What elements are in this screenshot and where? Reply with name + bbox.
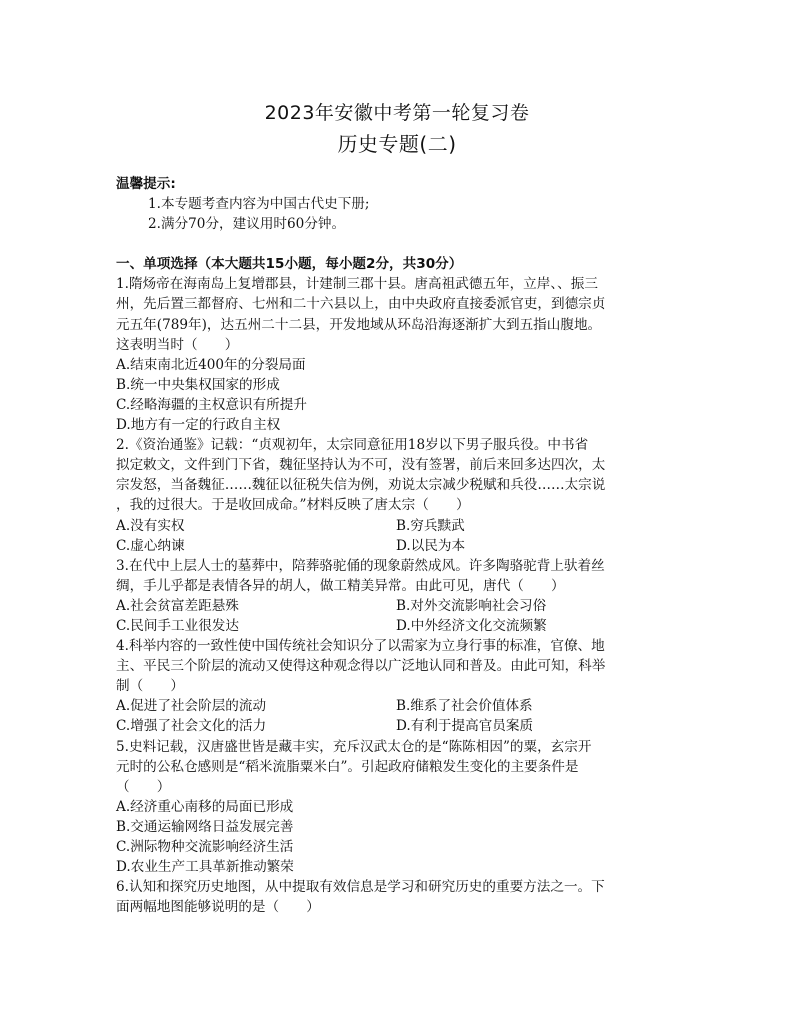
option-d: D.农业生产工具革新推动繁荣 (116, 859, 294, 876)
question-stem-line: 2.《资治通鉴》记载：“贞观初年，太宗同意征用18岁以下男子服兵役。中书省 (116, 437, 589, 454)
option-b: B.穷兵黩武 (396, 517, 465, 534)
option-c: C.虚心纳谏 (116, 537, 185, 554)
tip-item: 2.满分70分，建议用时60分钟。 (148, 216, 346, 233)
option-a: A.社会贫富差距悬殊 (116, 597, 239, 614)
question-3 (116, 556, 682, 636)
question-stem-line: 元五年(789年)，达五州二十二县，开发地域从环岛沿海逐渐扩大到五指山腹地。 (116, 316, 602, 333)
question-stem-line: 6.认知和探究历史地图，从中提取有效信息是学习和研究历史的重要方法之一。下 (116, 879, 605, 896)
tip-item: 1.本专题考查内容为中国古代史下册; (148, 196, 370, 213)
question-stem-line: 州，先后置三都督府、七州和二十六县以上，由中央政府直接委派官吏，到德宗贞 (116, 296, 606, 313)
question-4 (116, 636, 682, 736)
question-5 (116, 737, 682, 878)
option-b: B.交通运输网络日益发展完善 (116, 818, 294, 835)
question-2 (116, 435, 682, 556)
option-d: D.有利于提高官员案质 (396, 718, 534, 735)
section-heading: 一、单项选择（本大题共15小题，每小题2分，共30分） (116, 256, 463, 273)
question-stem-line: 制（ ） (116, 678, 184, 695)
option-d: D.地方有一定的行政自主权 (116, 417, 281, 434)
option-b: B.维系了社会价值体系 (396, 698, 533, 715)
option-row (116, 716, 682, 736)
option-a: A.没有实权 (116, 517, 185, 534)
option-a: A.结束南北近400年的分裂局面 (116, 356, 306, 373)
question-stem-line: 1.隋炀帝在海南岛上复增郡县，计建制三郡十县。唐高祖武德五年，立岸、、振三 (116, 276, 598, 293)
tips-heading: 温馨提示: (116, 176, 176, 192)
option-row (116, 696, 682, 716)
question-stem-line: 这表明当时（ ） (116, 336, 239, 353)
option-b: B.统一中央集权国家的形成 (116, 376, 280, 393)
page-title: 2023年安徽中考第一轮复习卷 (264, 102, 530, 124)
option-a: A.经济重心南移的局面已形成 (116, 798, 294, 815)
option-c: C.民间手工业很发达 (116, 617, 239, 634)
question-stem-line: 宗发怒，当备魏征……魏征以征税失信为例，劝说太宗减少税赋和兵役……太宗说 (116, 477, 606, 494)
option-row (116, 596, 682, 616)
question-stem-line: 3.在代中上层人士的墓葬中，陪葬骆驼俑的现象蔚然成风。许多陶骆驼背上驮着丝 (116, 557, 605, 574)
option-a: A.促进了社会阶层的流动 (116, 698, 267, 715)
question-stem-line: ，我的过很大。于是收回成命。”材料反映了唐太宗（ ） (116, 497, 470, 514)
option-row (116, 536, 682, 556)
exam-content (116, 174, 682, 917)
question-1 (116, 274, 682, 435)
page-subtitle: 历史专题(二) (337, 132, 457, 156)
question-stem-line: 元时的公私仓感则是“稻米流脂粟米白”。引起政府储粮发生变化的主要条件是 (116, 758, 579, 775)
option-d: D.中外经济文化交流频繁 (396, 617, 547, 634)
option-c: C.增强了社会文化的活力 (116, 718, 267, 735)
option-b: B.对外交流影响社会习俗 (396, 597, 547, 614)
option-row (116, 516, 682, 536)
question-stem-line: 5.史料记载，汉唐盛世皆是藏丰实，充斥汉武太仓的是“陈陈相因”的粟，玄宗开 (116, 738, 592, 755)
question-stem-line: 面两幅地图能够说明的是（ ） (116, 899, 320, 916)
question-stem-line: （ ） (116, 778, 171, 795)
question-stem-line: 绸，手儿乎都是表情各异的胡人，做工精美异常。由此可见，唐代（ ） (116, 577, 565, 594)
spacer (116, 234, 682, 254)
question-stem-line: 主、平民三个阶层的流动又使得这种观念得以广泛地认同和普及。由此可知，科举 (116, 658, 606, 675)
option-d: D.以民为本 (396, 537, 466, 554)
question-6 (116, 877, 682, 917)
question-stem-line: 4.科举内容的一致性使中国传统社会知识分了以需家为立身行事的标准，官僚、地 (116, 638, 605, 655)
option-row (116, 616, 682, 636)
option-c: C.洲际物种交流影响经济生活 (116, 839, 294, 855)
option-c: C.经略海疆的主权意识有所提升 (116, 396, 307, 413)
question-stem-line: 拟定敕文，文件到门下省，魏征坚持认为不可，没有签署，前后来回多达四次，太 (116, 457, 606, 474)
